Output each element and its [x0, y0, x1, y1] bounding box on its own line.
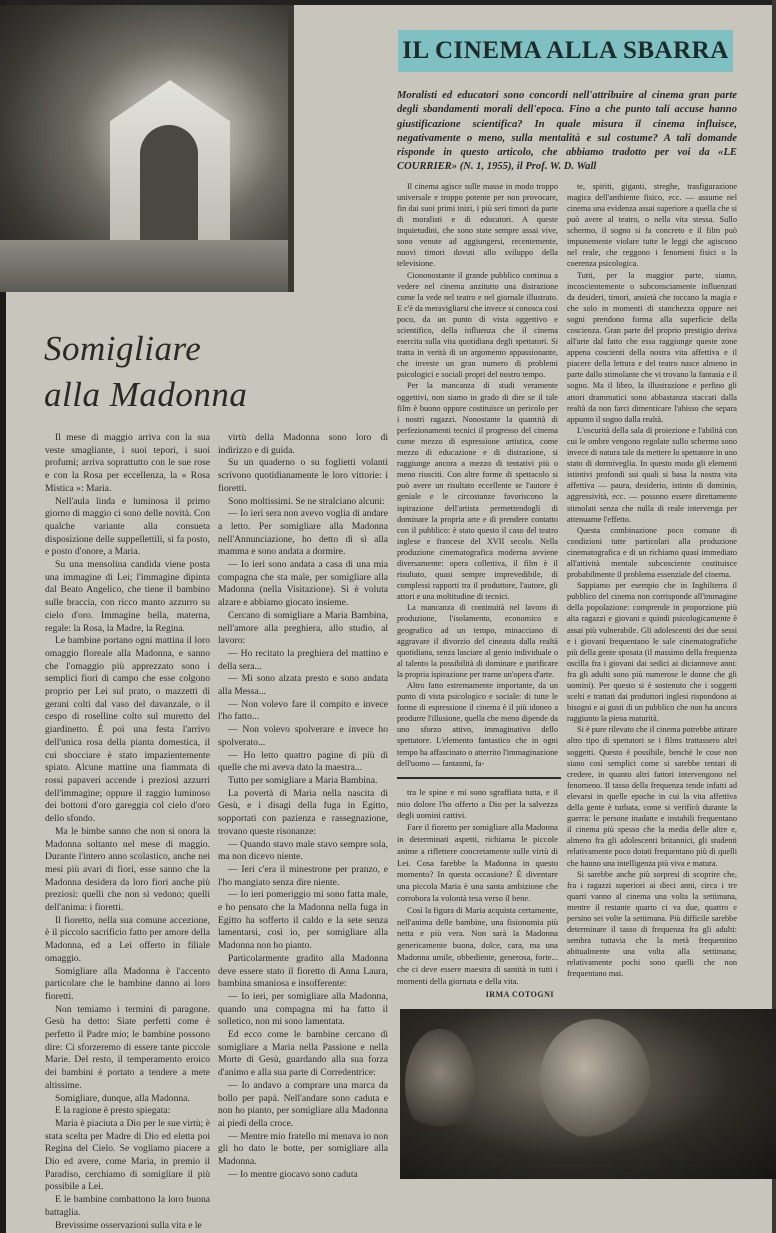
film-still-photo — [400, 1009, 776, 1179]
right-stack-left — [397, 181, 558, 1000]
paragraph: Sono moltissimi. Se ne stralciano alcuni: — [228, 495, 385, 507]
paragraph: Tutto per somigliare a Maria Bambina. — [228, 774, 378, 786]
paragraph: Si sarebbe anche più sorpresi di scoprire che, fra i ragazzi superiori ai dieci anni, circa i tre quarti vanno al cinema una volta la settimana, mentre il restante quarto ci va due, quattro e persino sei volte la settimana. Più difficile sarebbe determinare il tasso di frequenza fra gli adulti: sembra tuttavia che la metà frequentino abitualmente una volta alla settimana; relativamente pochi sono quelli che non frequentano mai. — [567, 869, 737, 979]
paragraph: te, spiriti, giganti, streghe, trasfigurazione magica dell'ambiente fisico, ecc. — assume nel cinema una evidenza assai superiore a quella che si può avere al teatro, o nella vita stessa. Sullo schermo, il sogno si fa concreto e il film può impunemente violare tutte le leggi che agiscono nel reale, che reggono i fenomeni fisici o la coerenza psicologica. — [567, 181, 738, 269]
paragraph: La mancanza di continuità nel lavoro di produzione, l'isolamento, economico e geografico ad un tempo, minacciano di aggravare il divorzio del cineasta dalla realtà quotidiana, senza lasciare al genio individuale o al talento la possibilità di dominare e purificare la propria ispirazione per trarne un'opera d'arte. — [397, 603, 558, 679]
madonna-column-2 — [218, 432, 388, 1181]
paragraph: Ma le bimbe sanno che non si onora la Madonna soltanto nel mese di maggio. Durante l'intero anno scolastico, anche nei mesi più avari di fiori, esse sanno che la Madonna desidera da loro fiori anche più preziosi: quelli che non si vedono; quelli dell'anima: i fioretti. — [45, 825, 210, 914]
paragraph: Questa combinazione poco comune di condizioni tutte particolari alla produzione cinematografica e di un richiamo quasi immediato all'attività mentale subcosciente costituisce probabilmente il problema essenziale del cinema. — [567, 525, 737, 580]
cinema-column-2 — [567, 181, 737, 980]
paragraph: — Io ieri, per somigliare alla Madonna, quando una compagna mi ha fatto il solletico, non mi sono lamentata. — [218, 990, 388, 1028]
paragraph: Il fioretto, nella sua comune accezione, è il piccolo sacrificio fatto per amore della Madonna, ed a Lei offerto in filiale omaggio. — [45, 914, 210, 964]
paragraph: Il cinema agisce sulle masse in modo troppo universale e troppo potente per non provocare, fin dai suoi primi inizi, i più seri timori da parte di moralisti e di educatori. A queste inquietudini, che sono state sempre assai vive, sono venute ad aggiungersi, recentemente, nuovi timori dovuti allo sviluppo della televisione. — [397, 181, 558, 269]
paragraph: Somigliare alla Madonna è l'accento particolare che le bambine danno ai loro fioretti. — [45, 965, 210, 1002]
paragraph: Ed ecco come le bambine cercano di somigliare a Maria nella Passione e nella Morte di Gesù, guardando alla sua forza d'animo e alla sua parte di Corredentrice: — [218, 1029, 388, 1079]
paragraph: tra le spine e mi sono sgraffiata tutta, e il mio dolore l'ho offerto a Dio per la salvezza degli uomini cattivi. — [397, 786, 558, 821]
paragraph: — Io mentre giocavo sono caduta — [228, 1168, 358, 1180]
paragraph: Brevissime osservazioni sulla vita e le — [55, 1219, 202, 1231]
cinema-title-banner — [398, 30, 733, 72]
paragraph: Nell'aula linda e luminosa il primo giorno di maggio ci sono delle novità. Con qualche variante alla consueta disposizione delle suppellettili, si fa posto, e posto d'onore, a Maria. — [45, 495, 210, 558]
paragraph: Particolarmente gradito alla Madonna deve essere stato il fioretto di Anna Laura, bambina smaniosa e insofferente: — [218, 952, 388, 990]
paragraph: Maria è piaciuta a Dio per le sue virtù; è stata scelta per Madre di Dio ed eletta poi Regina del Cielo. Se vogliamo piacere a Dio ed avere, come Maria, in premio il Paradiso, cerchiamo di somigliare il più possibile a Lei. — [45, 1117, 210, 1193]
paragraph: E le bambine combattono la loro buona battaglia. — [45, 1194, 210, 1218]
paragraph: Cercano di somigliare a Maria Bambina, nell'amore alla preghiera, allo studio, al lavoro: — [218, 609, 388, 647]
headline-line-1: Somigliare — [44, 329, 202, 368]
paragraph: E la ragione è presto spiegata: — [55, 1105, 171, 1117]
madonna-column-3 — [397, 787, 558, 988]
paragraph: Su una mensolina candida viene posta una immagine di Lei; l'immagine dipinta dal Beato Angelico, che tiene il bambino sulle braccia, con ricco manto azzurro su cielo d'oro. Immagine bella, materna, regale: la Rosa, la Madre, la Regina. — [45, 559, 210, 634]
photo-ground — [0, 240, 289, 292]
page-gutter — [288, 5, 294, 292]
paragraph: — Io ieri sera non avevo voglia di andare a letto. Per somigliare alla Madonna nell'Annunciazione, ho detto di sì alla mamma e sono andata a dormire. — [218, 508, 388, 558]
paragraph: Su un quaderno o su foglietti volanti scrivono quotidianamente le loro vittorie: i fioretti. — [218, 457, 388, 494]
article-headline — [44, 326, 247, 418]
paragraph: — Mi sono alzata presto e sono andata alla Messa... — [218, 673, 388, 698]
paragraph: Ciononostante il grande pubblico continua a vedere nel cinema anzitutto una distrazione come la vede nel teatro e nel giornale illustrato. E c'è da meravigliarsi che invece si conosca così poco, da un punto di vista oggettivo e scientifico, della influenza che il cinema esercita sulla vita quotidiana degli spettatori. Si tratta in verità di un argomento appassionante, che investe un gran numero di problemi psicologici e sociali propri del nostro tempo. — [397, 270, 558, 380]
paragraph: — Non volevo spolverare e invece ho spolverato... — [218, 724, 388, 748]
photo-figure-left — [405, 1029, 475, 1139]
photo-figure-center — [540, 1019, 650, 1139]
paragraph: Le bambine portano ogni mattina il loro omaggio floreale alla Madonna, e sanno che l'omaggio più apprezzato sono i semplici fiori di campo che esse colgono proprio per Lei sul prato, o mazzetti di gerani colti dal vaso del davanzale, o il cespo di roselline colto sul muretto del giardinetto. È poi una festa l'arrivo dell'unica rosa della pianta domestica, il cui sbocciare è stato impazientemente spiato. Alcune mattine una fiammata di rossi papaveri accende i preziosi azzurri dell'immagine; oppure il raggio luminoso dei bottoni d'oro gareggia col cielo d'oro dello sfondo. — [45, 635, 210, 825]
paragraph: Sappiamo per esempio che in Inghilterra il pubblico del cinema non corrisponde all'immagine della popolazione: comprende in proporzione più alta ragazzi e giovani e quindi psicologicamente è assai più vulnerabile. Gli adolescenti dei due sessi e i giovani frequentano le sale cinematografiche più della gente sposata (il massimo della frequenza oscilla fra i giovani dai sedici ai diciannove anni: fra gli adulti sono più numerose le donne che gli uomini). Per questo si è sostenuto che i soggetti scelti e trattati dai produttori inglesi rispondono ai bisogni e ai gusti di un pubblico che non ha ancora raggiunto la piena maturità. — [567, 581, 737, 724]
paragraph: — Ho letto quattro pagine di più di quelle che mi aveva dato la maestra... — [218, 749, 388, 774]
paragraph: Non temiamo i termini di paragone. Gesù ha detto: Siate perfetti come è perfetto il Padre mio; le bambine possono dire: Ci sforzeremo di essere tante piccole Marie. Del resto, il temperamento eroico dei bambini è portato a tendere a mete altissime. — [45, 1003, 210, 1091]
paragraph: Per la mancanza di studi veramente oggettivi, non siamo in grado di dire se il tale film è buono oppure costituisce un pericolo per i nostri ragazzi. Nonostante la quantità di perfezionamenti tecnici il progresso del cinema come mezzo di espressione artistica, come mezzo di educazione e di distrazione, si raggiunge ancora a mezzo di tentativi più o meno riusciti. Con altre forme di spettacolo si può avere un risultato eccellente se l'autore è geniale e le circostanze favoriscono la ispirazione dell'artista permettendogli di dominare la propria arte e di prendere contatto con il pubblico: è stato questo il caso del teatro inglese e francese del XVII secolo. Nella produzione cinematografica moderna avviene diversamente: opera collettiva, il film è il risultato, quasi sempre imprevedibile, di complessi rapporti tra il produttore, l'autore, gli attori e una moltitudine di tecnici. — [397, 381, 558, 602]
paragraph: — Ieri c'era il minestrone per pranzo, e l'ho mangiato senza dire niente. — [218, 863, 388, 888]
paragraph: virtù della Madonna sono loro di indirizzo e di guida. — [218, 432, 388, 456]
cinema-column-1 — [397, 181, 558, 769]
paragraph: Così la figura di Maria acquista certamente, nell'anima delle bambine, una fisionomia più netta e più vera. Non sarà la Madonna genericamente buona, dolce, cara, ma una Madonna umile, obbediente, generosa, forte... che ci deve essere maestra di santità in tutti i momenti della giornata e della vita. — [397, 904, 558, 986]
paragraph: — Io andavo a comprare una marca da bollo per papà. Nell'andare sono caduta e non ho pianto, per somigliare alla Madonna ai piedi della croce. — [218, 1079, 388, 1129]
paragraph: Tutti, per la maggior parte, siamo, incoscientemente o subconsciamente influenzati da desideri, timori, ansietà che toccano la magia e che solo in momenti di stanchezza oppure nei sogni prendono forma alla superficie della coscienza. Gran parte del proprio prestigio deriva all'arte dal fatto che essa raggiunge queste zone appena coscienti della nostra vita affettiva e il piacere della lettura e del teatro nasce almeno in parte dallo stimolante che vi trovano la fantasia e il sogno. Ma il libro, la illustrazione e perfino gli attori drammatici sono abbastanza staccati dalla realtà da non farci dimenticare l'abisso che separa appunto il sogno dalla realtà. — [567, 270, 737, 424]
paragraph: — Non volevo fare il compito e invece l'ho fatto... — [218, 698, 388, 723]
paragraph: — Io ieri pomeriggio mi sono fatta male, e ho pensato che la Madonna nella fuga in Egitto ha sofferto il caldo e la sete senza lamentarsi, così io, per somigliare alla Madonna non ho pianto. — [218, 889, 388, 952]
chapel-photo — [0, 5, 289, 292]
paragraph: — Mentre mio fratello mi menava io non gli ho dato le botte, per somigliare alla Madonna. — [218, 1130, 388, 1168]
right-page-region — [397, 89, 776, 1179]
right-columns — [397, 181, 737, 1000]
paragraph: — Io ieri sono andata a casa di una mia compagna che sta male, per somigliare alla Madonna (nella Visitazione). Si è voluta alzare e abbiamo giocato insieme. — [218, 559, 388, 609]
paragraph: La povertà di Maria nella nascita di Gesù, e i disagi della fuga in Egitto, sopportati con pazienza e rassegnazione, trovano queste risonanze: — [218, 787, 388, 837]
paragraph: Il mese di maggio arriva con la sua veste smagliante, i suoi tepori, i suoi profumi; arriva soprattutto con le sue rose e con la Rosa per eccellenza, la « Rosa Mistica »: Maria. — [45, 432, 210, 494]
cinema-intro: Moralisti ed educatori sono concordi nell'attribuire al cinema gran parte degli sbandamenti morali dell'epoca. Fino a che punto tali accuse hanno giustificazione scientifica? In quale misura il cinema influisce, negativamente o meno, sulla mentalità e sul costume? A tali domande risponde in questo articolo, che abbiamo tradotto per voi da «LE COURRIER» (N. 1, 1955), il Prof. W. D. Wall — [397, 90, 737, 173]
column-divider — [397, 777, 561, 779]
paragraph: Fare il fioretto per somigliare alla Madonna in determinati aspetti, richiama le piccole anime a riflettere concretamente sulle virtù di Lei. Cosa farebbe la Madonna in questo momento? In questa occasione? È diventare una piccola Maria è una santa ambizione che corrobora la volontà tesa verso il bene. — [397, 822, 558, 903]
paragraph: — Quando stavo male stavo sempre sola, ma non dicevo niente. — [218, 838, 388, 863]
paragraph: Si è pure rilevato che il cinema potrebbe attirare altro tipo di spettatori se i films trattassero altri soggetti. Questo è possibile, benchè le cose non siano così semplici come si sarebbe tentati di credere, in quanto altri fattori intervengono nel fenomeno. Il tasso della frequenza tende infatti ad elevarsi in quelle epoche in cui la vita affettiva della gente è turbata, come si verificò durante la guerra: le persone inadatte e instabili frequentano il cinema più spesso che la media delle altre e, almeno fra gli adolescenti britannici, gli studenti relativamente poco dotati frequentano più di quelli che hanno una intelligenza più viva e matura. — [567, 725, 737, 868]
paragraph: Somigliare, dunque, alla Madonna. — [55, 1092, 190, 1104]
madonna-column-1 — [45, 432, 210, 1232]
paragraph: — Ho recitato la preghiera del mattino e della sera... — [218, 647, 388, 672]
right-stack-right — [567, 181, 737, 980]
cinema-title: IL CINEMA ALLA SBARRA — [402, 37, 729, 64]
paragraph: Altro fatto estremamente importante, da un punto di vista psicologico e sociale: di tutte le forme di espressione il cinema è il più idoneo a produrre l'illusione, quella che meno dipende da uno sforzo attivo, immaginativo dello spettatore. L'elemento fantastico che in ogni tempo ha affascinato o atterrito l'immaginazione dell'uomo — fantasmi, fa- — [397, 681, 558, 768]
paragraph: L'oscurità della sala di proiezione e l'abilità con cui le ombre vengono regolate sullo schermo sono invece di natura tale da mettere lo spettatore in uno stato di dormiveglia. In questo modo gli elementi istintivi profondi sui quali si basa la nostra vita affettiva — paura, desiderio, istinto di dominio, aggressività, ecc. — possono essere direttamente stimolati senza che nulla di reale intervenga per attenuarne l'effetto. — [567, 425, 737, 524]
author-signature: IRMA COTOGNI — [485, 990, 554, 1000]
chapel-door — [140, 125, 198, 245]
headline-line-2: alla Madonna — [44, 375, 248, 414]
